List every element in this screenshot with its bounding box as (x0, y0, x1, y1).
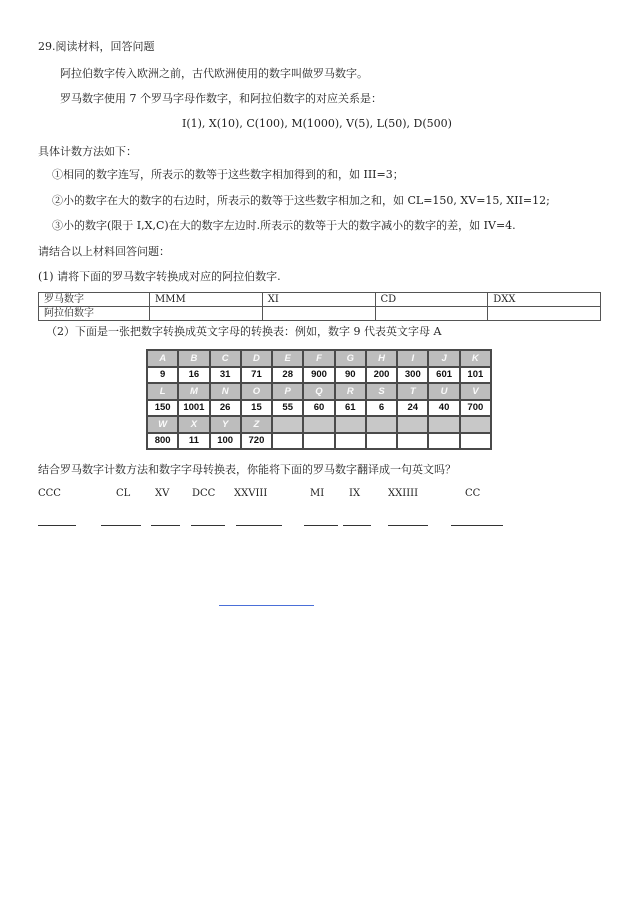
answer-cell[interactable] (375, 307, 488, 321)
cipher-letter: O (242, 384, 271, 399)
row-header-roman: 罗马数字 (39, 293, 150, 307)
answer-blank[interactable] (343, 525, 371, 526)
cipher-number: 40 (429, 401, 458, 416)
question-3: 结合罗马数字计数方法和数字字母转换表，你能将下面的罗马数字翻译成一句英文吗？ (38, 463, 456, 476)
cipher-number: 71 (242, 368, 271, 383)
cipher-letter: V (461, 384, 490, 399)
cipher-letter: E (273, 351, 302, 366)
answer-cell[interactable] (488, 307, 601, 321)
translate-numeral: CC (465, 488, 481, 499)
translate-numeral: CL (116, 488, 131, 499)
cipher-empty-cell (461, 434, 490, 449)
rule-2: ②小的数字在大的数字的右边时，所表示的数等于这些数字相加之和，如 CL=150, XV=15, XII=12; (52, 194, 550, 207)
cipher-letter: L (148, 384, 177, 399)
cipher-empty-cell (273, 434, 302, 449)
cipher-number: 55 (273, 401, 302, 416)
translate-numeral: IX (349, 488, 361, 499)
cipher-letter: Z (242, 417, 271, 432)
cipher-number: 11 (179, 434, 208, 449)
row-header-arabic: 阿拉伯数字 (39, 307, 150, 321)
cipher-number: 31 (211, 368, 240, 383)
cipher-letter: T (398, 384, 427, 399)
cipher-empty-cell (461, 417, 490, 432)
answer-blank[interactable] (451, 525, 503, 526)
cipher-number: 60 (304, 401, 333, 416)
cipher-letter: F (304, 351, 333, 366)
cipher-table (146, 349, 492, 450)
cipher-letter: U (429, 384, 458, 399)
cipher-number: 24 (398, 401, 427, 416)
cipher-letter: K (461, 351, 490, 366)
rule-3: ③小的数字(限于 I,X,C)在大的数字左边时.所表示的数等于大的数字减小的数字的差，如 IV=4. (52, 219, 516, 232)
answer-blank[interactable] (388, 525, 428, 526)
cipher-number: 800 (148, 434, 177, 449)
translate-numeral: DCC (192, 488, 216, 499)
answer-blank[interactable] (101, 525, 141, 526)
roman-conversion-table (38, 292, 601, 321)
cipher-empty-cell (304, 434, 333, 449)
cipher-number: 900 (304, 368, 333, 383)
cipher-number: 700 (461, 401, 490, 416)
cipher-empty-cell (273, 417, 302, 432)
cipher-empty-cell (398, 434, 427, 449)
cipher-number: 720 (242, 434, 271, 449)
cipher-letter: H (367, 351, 396, 366)
answer-blank[interactable] (191, 525, 225, 526)
cipher-empty-cell (367, 417, 396, 432)
answer-cell[interactable] (150, 307, 263, 321)
cipher-number: 26 (211, 401, 240, 416)
roman-numeral-cell: CD (375, 293, 488, 307)
answer-blank[interactable] (151, 525, 180, 526)
cipher-letter: X (179, 417, 208, 432)
answer-cell[interactable] (262, 307, 375, 321)
question-1: (1) 请将下面的罗马数字转换成对应的阿拉伯数字. (38, 270, 281, 283)
cipher-letter: G (336, 351, 365, 366)
cipher-empty-cell (429, 417, 458, 432)
cipher-letter: J (429, 351, 458, 366)
cipher-number: 90 (336, 368, 365, 383)
cipher-letter: A (148, 351, 177, 366)
cipher-number: 9 (148, 368, 177, 383)
link-underline[interactable] (219, 605, 314, 606)
cipher-number: 6 (367, 401, 396, 416)
cipher-number: 300 (398, 368, 427, 383)
problem-title: 29.阅读材料，回答问题 (38, 40, 155, 53)
cipher-number: 61 (336, 401, 365, 416)
roman-mapping: I(1), X(10), C(100), M(1000), V(5), L(50), D(500) (182, 117, 452, 130)
instruction: 请结合以上材料回答问题： (38, 245, 170, 258)
cipher-number: 100 (211, 434, 240, 449)
cipher-number: 28 (273, 368, 302, 383)
translate-numeral: XXVIII (234, 488, 268, 499)
cipher-number: 101 (461, 368, 490, 383)
cipher-letter: P (273, 384, 302, 399)
cipher-empty-cell (304, 417, 333, 432)
question-2: （2）下面是一张把数字转换成英文字母的转换表：例如，数字 9 代表英文字母 A (46, 325, 442, 338)
cipher-letter: Q (304, 384, 333, 399)
cipher-letter: S (367, 384, 396, 399)
translate-numeral: CCC (38, 488, 61, 499)
cipher-letter: C (211, 351, 240, 366)
cipher-number: 150 (148, 401, 177, 416)
cipher-empty-cell (336, 417, 365, 432)
mapping-intro: 罗马数字使用 7 个罗马字母作数字，和阿拉伯数字的对应关系是： (60, 92, 382, 105)
intro-paragraph: 阿拉伯数字传入欧洲之前，古代欧洲使用的数字叫做罗马数字。 (60, 67, 368, 80)
answer-blank[interactable] (38, 525, 76, 526)
cipher-empty-cell (398, 417, 427, 432)
answer-blank[interactable] (304, 525, 338, 526)
cipher-letter: W (148, 417, 177, 432)
table-row (39, 307, 601, 321)
cipher-empty-cell (429, 434, 458, 449)
roman-numeral-cell: DXX (488, 293, 601, 307)
cipher-letter: M (179, 384, 208, 399)
rules-intro: 具体计数方法如下： (38, 145, 137, 158)
roman-numeral-cell: XI (262, 293, 375, 307)
translate-numeral: XXIIII (388, 488, 419, 499)
cipher-letter: Y (211, 417, 240, 432)
cipher-empty-cell (336, 434, 365, 449)
roman-numeral-cell: MMM (150, 293, 263, 307)
cipher-letter: R (336, 384, 365, 399)
cipher-letter: B (179, 351, 208, 366)
cipher-number: 16 (179, 368, 208, 383)
translate-numeral: MI (310, 488, 325, 499)
cipher-letter: N (211, 384, 240, 399)
answer-blank[interactable] (236, 525, 282, 526)
translate-numeral: XV (155, 488, 170, 499)
cipher-number: 1001 (179, 401, 208, 416)
cipher-number: 601 (429, 368, 458, 383)
cipher-letter: I (398, 351, 427, 366)
cipher-letter: D (242, 351, 271, 366)
rule-1: ①相同的数字连写，所表示的数等于这些数字相加得到的和，如 III=3； (52, 168, 404, 181)
cipher-number: 200 (367, 368, 396, 383)
cipher-empty-cell (367, 434, 396, 449)
table-row (39, 293, 601, 307)
cipher-number: 15 (242, 401, 271, 416)
